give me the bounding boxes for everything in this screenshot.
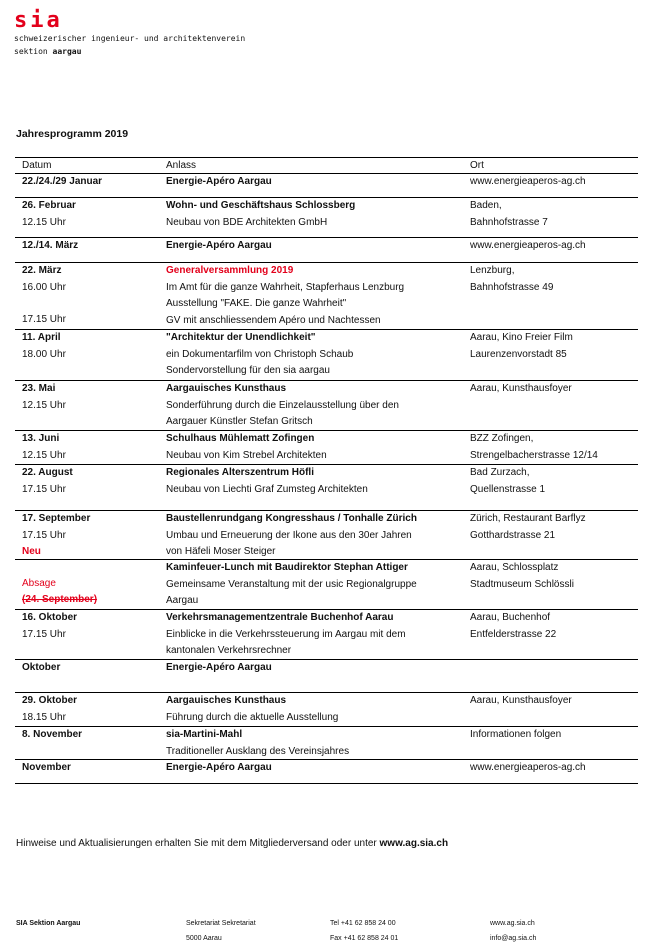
date-line: 8. November xyxy=(22,729,83,740)
event-cell xyxy=(160,174,463,197)
event-line: Aargauer Künstler Stefan Gritsch xyxy=(166,416,313,428)
date-line: 17. September xyxy=(22,513,91,524)
footer-fax: Fax +41 62 858 24 01 xyxy=(330,935,399,942)
event-cell xyxy=(160,198,463,237)
place-line: Bad Zurzach, xyxy=(470,467,530,478)
event-line: von Häfeli Moser Steiger xyxy=(166,546,276,558)
place-line: Aarau, Buchenhof xyxy=(470,612,551,623)
event-line: "Architektur der Unendlichkeit" xyxy=(166,332,316,343)
date-line: 12./14. März xyxy=(22,240,79,251)
event-cell xyxy=(160,610,463,659)
date-line: Oktober xyxy=(22,662,61,673)
event-line: Traditioneller Ausklang des Vereinsjahres xyxy=(166,745,350,757)
date-line: 16.00 Uhr xyxy=(22,281,66,293)
header-anlass: Anlass xyxy=(166,160,197,171)
event-line: sia-Martini-Mahl xyxy=(166,729,243,740)
date-line: 13. Juni xyxy=(22,433,60,444)
date-line: 17.15 Uhr xyxy=(22,483,66,495)
table-row xyxy=(15,238,638,263)
place-cell xyxy=(463,431,638,464)
footer-contact xyxy=(490,916,536,946)
logo-line-2-prefix: sektion xyxy=(14,47,53,56)
date-cell xyxy=(15,511,160,559)
date-cell xyxy=(15,263,160,329)
event-line: Im Amt für die ganze Wahrheit, Stapferhaus Lenzburg xyxy=(166,281,405,293)
date-cell xyxy=(15,727,160,759)
place-line: Entfelderstrasse 22 xyxy=(470,628,557,640)
event-line: Umbau und Erneuerung der Ikone aus den 30er Jahren xyxy=(166,529,412,541)
place-line: Stadtmuseum Schlössli xyxy=(470,578,574,590)
event-cell xyxy=(160,727,463,759)
date-line: Absage xyxy=(22,577,56,589)
place-line: www.energieaperos-ag.ch xyxy=(470,240,586,251)
place-line: Aarau, Kino Freier Film xyxy=(470,332,573,343)
place-line: Bahnhofstrasse 49 xyxy=(470,281,554,293)
event-line: ein Dokumentarfilm von Christoph Schaub xyxy=(166,348,354,360)
date-line: (24. September) xyxy=(22,594,98,606)
event-cell xyxy=(160,660,463,692)
place-cell xyxy=(463,560,638,609)
event-line: Schulhaus Mühlematt Zofingen xyxy=(166,433,315,444)
event-line: Einblicke in die Verkehrssteuerung im Aargau mit dem xyxy=(166,628,406,640)
place-line: Bahnhofstrasse 7 xyxy=(470,216,548,228)
event-line: Energie-Apéro Aargau xyxy=(166,240,272,251)
date-cell xyxy=(15,238,160,262)
place-line: BZZ Zofingen, xyxy=(470,433,534,444)
footer-address-line-1: Sekretariat Sekretariat xyxy=(186,920,256,927)
event-line: Aargauisches Kunsthaus xyxy=(166,695,287,706)
date-cell xyxy=(15,431,160,464)
table-row xyxy=(15,610,638,660)
table-row xyxy=(15,560,638,610)
place-cell xyxy=(463,511,638,559)
place-line: Strengelbacherstrasse 12/14 xyxy=(470,449,598,461)
event-line: Neubau von BDE Architekten GmbH xyxy=(166,216,328,228)
event-cell xyxy=(160,693,463,726)
footer-address-line-2: 5000 Aarau xyxy=(186,935,222,942)
date-cell xyxy=(15,660,160,692)
event-line: Gemeinsame Veranstaltung mit der usic Regionalgruppe xyxy=(166,578,417,590)
page-title: Jahresprogramm 2019 xyxy=(16,128,129,140)
place-cell xyxy=(463,174,638,197)
event-cell xyxy=(160,511,463,559)
date-line: 18.00 Uhr xyxy=(22,348,66,360)
date-cell xyxy=(15,465,160,510)
event-cell xyxy=(160,263,463,329)
logo-mark: sia xyxy=(14,8,63,33)
place-cell xyxy=(463,660,638,692)
event-line: Aargauisches Kunsthaus xyxy=(166,383,287,394)
footer-tel: Tel +41 62 858 24 00 xyxy=(330,920,396,927)
table-row xyxy=(15,660,638,693)
table-row xyxy=(15,693,638,727)
event-line: GV mit anschliessendem Apéro und Nachtessen xyxy=(166,315,381,327)
event-line: Neubau von Kim Strebel Architekten xyxy=(166,449,327,461)
event-cell xyxy=(160,760,463,783)
event-line: kantonalen Verkehrsrechner xyxy=(166,645,292,657)
event-line: Sonderführung durch die Einzelausstellung über den xyxy=(166,399,399,411)
table-header xyxy=(15,157,638,174)
table-row xyxy=(15,381,638,431)
table-row xyxy=(15,330,638,381)
place-line: Zürich, Restaurant Barflyz xyxy=(470,513,586,524)
event-cell xyxy=(160,465,463,510)
event-line: Aargau xyxy=(166,595,199,607)
date-line: 22./24./29 Januar xyxy=(22,176,103,187)
date-line: 22. März xyxy=(22,265,62,276)
place-cell xyxy=(463,198,638,237)
footer-mail[interactable]: info@ag.sia.ch xyxy=(490,935,537,942)
table-row xyxy=(15,174,638,198)
event-cell xyxy=(160,560,463,609)
event-line: Energie-Apéro Aargau xyxy=(166,762,272,773)
header-datum: Datum xyxy=(22,160,52,171)
place-cell xyxy=(463,381,638,430)
place-line: Aarau, Schlossplatz xyxy=(470,562,559,573)
place-line: www.energieaperos-ag.ch xyxy=(470,176,586,187)
event-line: Generalversammlung 2019 xyxy=(166,265,294,276)
place-cell xyxy=(463,238,638,262)
date-line: 17.15 Uhr xyxy=(22,529,66,541)
event-line: Führung durch die aktuelle Ausstellung xyxy=(166,711,339,723)
footer-phone xyxy=(330,916,398,946)
table-row xyxy=(15,465,638,511)
event-line: Baustellenrundgang Kongresshaus / Tonhalle Zürich xyxy=(166,513,417,524)
program-table xyxy=(15,157,638,784)
event-cell xyxy=(160,431,463,464)
header-ort: Ort xyxy=(470,160,484,171)
place-cell xyxy=(463,693,638,726)
sia-logo xyxy=(14,10,245,58)
table-row xyxy=(15,263,638,330)
place-line: Aarau, Kunsthausfoyer xyxy=(470,695,572,706)
footer-org-name: SIA Sektion Aargau xyxy=(16,920,81,927)
website-link[interactable]: www.ag.sia.ch xyxy=(379,838,449,849)
event-line: Sondervorstellung für den sia aargau xyxy=(166,365,330,377)
table-row xyxy=(15,760,638,784)
date-line: 17.15 Uhr xyxy=(22,314,66,326)
place-cell xyxy=(463,330,638,380)
table-row xyxy=(15,511,638,560)
date-line: November xyxy=(22,762,71,773)
table-row xyxy=(15,727,638,760)
event-line: Energie-Apéro Aargau xyxy=(166,662,272,673)
event-cell xyxy=(160,381,463,430)
place-line: Laurenzenvorstadt 85 xyxy=(470,348,567,360)
footer-note-text: Hinweise und Aktualisierungen erhalten Sie mit dem Mitgliederversand oder unter xyxy=(16,838,380,849)
place-line: Baden, xyxy=(470,200,502,211)
place-line: Aarau, Kunsthausfoyer xyxy=(470,383,572,394)
date-line xyxy=(22,296,160,312)
place-cell xyxy=(463,465,638,510)
date-line: 17.15 Uhr xyxy=(22,628,66,640)
date-cell xyxy=(15,610,160,659)
date-cell xyxy=(15,330,160,380)
logo-line-2 xyxy=(14,45,245,58)
event-line: Kaminfeuer-Lunch mit Baudirektor Stephan Attiger xyxy=(166,562,408,573)
place-cell xyxy=(463,263,638,329)
date-cell xyxy=(15,174,160,197)
place-line: Gotthardstrasse 21 xyxy=(470,529,556,541)
date-line: 11. April xyxy=(22,332,61,343)
footer-note xyxy=(16,838,448,849)
footer-web[interactable]: www.ag.sia.ch xyxy=(490,920,535,927)
date-cell xyxy=(15,693,160,726)
logo-line-2-bold: aargau xyxy=(52,47,82,56)
footer-org xyxy=(16,916,80,931)
place-line: www.energieaperos-ag.ch xyxy=(470,762,586,773)
date-line: Neu xyxy=(22,546,41,558)
date-cell xyxy=(15,760,160,783)
date-line: 29. Oktober xyxy=(22,695,78,706)
logo-line-1: schweizerischer ingenieur- und architektenverein xyxy=(14,34,246,43)
place-cell xyxy=(463,610,638,659)
date-cell xyxy=(15,198,160,237)
event-line: Neubau von Liechti Graf Zumsteg Architekten xyxy=(166,483,368,495)
place-cell xyxy=(463,727,638,759)
date-line: 12.15 Uhr xyxy=(22,216,66,228)
date-line: 16. Oktober xyxy=(22,612,78,623)
date-line xyxy=(22,560,160,576)
table-row xyxy=(15,431,638,465)
place-cell xyxy=(463,760,638,783)
table-body xyxy=(15,174,638,784)
event-cell xyxy=(160,330,463,380)
date-line: 26. Februar xyxy=(22,200,76,211)
place-line: Informationen folgen xyxy=(470,729,562,740)
date-cell xyxy=(15,560,160,609)
place-line: Quellenstrasse 1 xyxy=(470,483,546,495)
event-line: Energie-Apéro Aargau xyxy=(166,176,272,187)
date-line: 18.15 Uhr xyxy=(22,711,66,723)
place-line: Lenzburg, xyxy=(470,265,515,276)
date-line: 12.15 Uhr xyxy=(22,399,66,411)
event-line: Wohn- und Geschäftshaus Schlossberg xyxy=(166,200,356,211)
date-line: 12.15 Uhr xyxy=(22,449,66,461)
date-cell xyxy=(15,381,160,430)
footer-address xyxy=(186,916,256,946)
date-line: 22. August xyxy=(22,467,73,478)
event-cell xyxy=(160,238,463,262)
event-line: Verkehrsmanagementzentrale Buchenhof Aarau xyxy=(166,612,394,623)
event-line: Regionales Alterszentrum Höfli xyxy=(166,467,314,478)
event-line: Ausstellung "FAKE. Die ganze Wahrheit" xyxy=(166,298,347,310)
date-line: 23. Mai xyxy=(22,383,56,394)
table-row xyxy=(15,198,638,238)
